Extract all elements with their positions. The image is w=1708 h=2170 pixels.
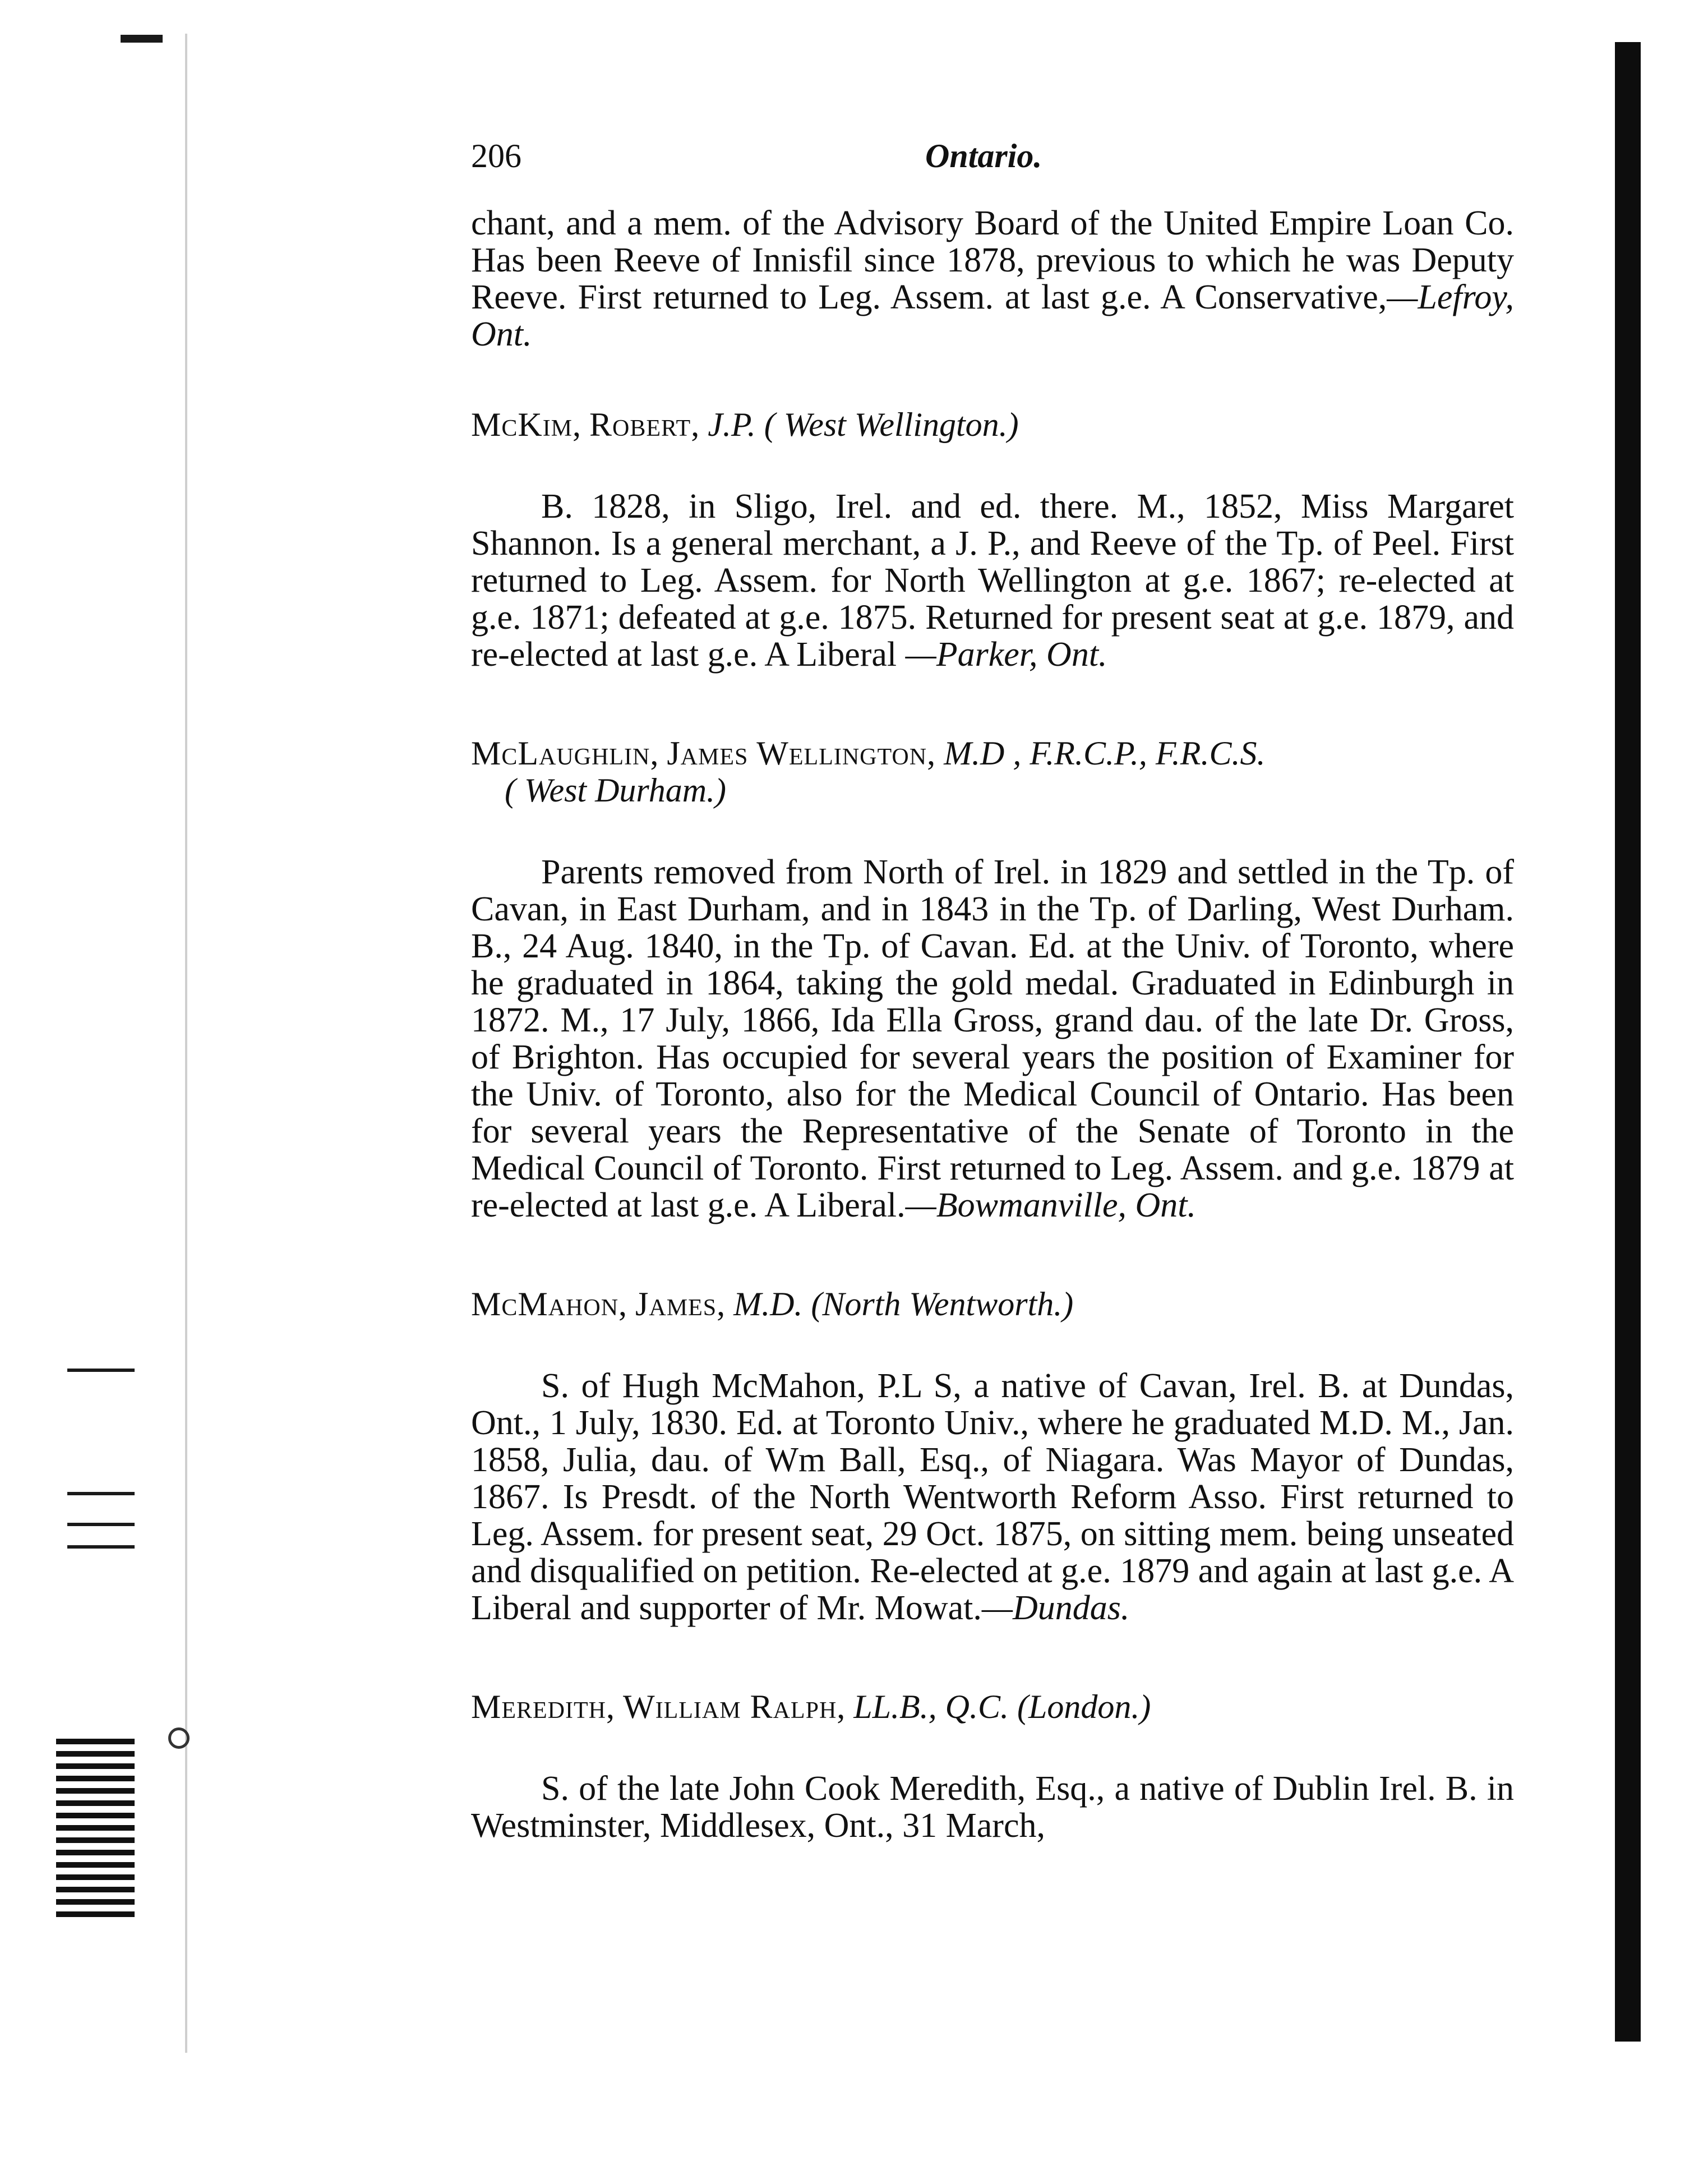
document-page xyxy=(471,129,1514,1906)
entry-biography xyxy=(471,854,1514,1224)
scan-mark xyxy=(121,35,163,43)
entry-degrees: J.P. xyxy=(708,406,756,443)
entry-degrees: M.D , F.R.C.P., F.R.C.S. xyxy=(944,735,1266,772)
entry-degrees: LL.B., Q.C. xyxy=(853,1688,1009,1725)
scan-edge-bar xyxy=(1615,42,1641,2042)
entry-degrees: M.D. xyxy=(733,1286,803,1323)
scan-stripes xyxy=(56,1739,135,1918)
entry-text: B. 1828, in Sligo, Irel. and ed. there. M., 1852, Miss Margaret Shannon. Is a general merchant, a J. P., and Reeve of the Tp. of Peel. First returned to Leg. Assem. for North Wellington at g.e. 1867; re-elected at g.e. 1871; defeated at g.e. 1875. Returned for present seat at g.e. 1879, and re-elected at last g.e. A Liberal xyxy=(471,487,1514,674)
entry-constituency: ( West Durham.) xyxy=(505,772,727,809)
entry-text: S. of Hugh McMahon, P.L S, a native of Cavan, Irel. B. at Dundas, Ont., 1 July, 1830. Ed. at Toronto Univ., where he graduated M.D. M., Jan. 1858, Julia, dau. of Wm Ball, Esq., of Niagara. Was Mayor of Dundas, 1867. Is Presdt. of the North Wentworth Reform Asso. First returned to Leg. Assem. for present seat, 29 Oct. 1875, on sitting mem. being unseated and disqualified on petition. Re-elected at g.e. 1879 and again at last g.e. A Liberal and supporter of Mr. Mowat. xyxy=(471,1367,1514,1627)
entry-given-name: James xyxy=(635,1286,717,1323)
entry-address: —Parker, Ont. xyxy=(897,635,1107,674)
entry-address: —Dundas. xyxy=(981,1589,1130,1627)
entry-heading: McKim, Robert, J.P. ( West Wellington.) xyxy=(471,406,1019,443)
entry-biography xyxy=(471,1367,1514,1627)
entry-constituency: ( West Wellington.) xyxy=(764,406,1019,443)
entry-surname: McLaughlin xyxy=(471,735,650,772)
entry-surname: McKim xyxy=(471,406,573,443)
entry-text: S. of the late John Cook Meredith, Esq., a native of Dublin Irel. B. in Westminster, Middlesex, Ont., 31 March, xyxy=(471,1770,1514,1845)
entry-given-name: Robert xyxy=(589,406,691,443)
running-head xyxy=(471,129,1514,179)
entry-given-name: James Wellington xyxy=(667,735,927,772)
continuation-text: chant, and a mem. of the Advisory Board of the United Empire Loan Co. Has been Reeve of Innisfil since 1878, previous to which he was Deputy Reeve. First returned to Leg. Assem. at last g.e. A Conservative, xyxy=(471,204,1514,316)
entry-heading: Meredith, William Ralph, LL.B., Q.C. (London.) xyxy=(471,1688,1151,1725)
entry-constituency: (London.) xyxy=(1017,1688,1151,1725)
scan-mark xyxy=(168,1727,190,1749)
page-number: 206 xyxy=(471,137,521,174)
entry-biography xyxy=(471,488,1514,673)
scan-mark xyxy=(67,1523,135,1526)
continuation-address: —Lefroy, Ont. xyxy=(471,278,1514,353)
entry-constituency: (North Wentworth.) xyxy=(811,1286,1074,1323)
entry-surname: Meredith xyxy=(471,1688,606,1725)
running-title: Ontario. xyxy=(925,137,1042,174)
entry-surname: McMahon xyxy=(471,1286,619,1323)
entry-given-name: William Ralph xyxy=(622,1688,837,1725)
continuation-paragraph xyxy=(471,205,1514,353)
entry-address: —Bowmanville, Ont. xyxy=(905,1186,1196,1224)
entry-biography xyxy=(471,1770,1514,1844)
entry-heading: McMahon, James, M.D. (North Wentworth.) xyxy=(471,1286,1074,1323)
scan-edge xyxy=(185,34,187,2053)
entry-text: Parents removed from North of Irel. in 1829 and settled in the Tp. of Cavan, in East Durham, and in 1843 in the Tp. of Darling, West Durham. B., 24 Aug. 1840, in the Tp. of Cavan. Ed. at the Univ. of Toronto, where he graduated in 1864, taking the gold medal. Graduated in Edinburgh in 1872. M., 17 July, 1866, Ida Ella Gross, grand dau. of the late Dr. Gross, of Brighton. Has occupied for several years the position of Examiner for the Univ. of Toronto, also for the Medical Council of Ontario. Has been for several years the Representative of the Senate of Toronto in the Medical Council of Toronto. First returned to Leg. Assem. and g.e. 1879 at re-elected at last g.e. A Liberal. xyxy=(471,853,1514,1224)
scan-mark xyxy=(67,1492,135,1495)
scan-mark xyxy=(67,1545,135,1549)
entry-heading: McLaughlin, James Wellington, M.D , F.R.C.P., F.R.C.S. ( West Durham.) xyxy=(471,735,1514,809)
scan-mark xyxy=(67,1369,135,1372)
